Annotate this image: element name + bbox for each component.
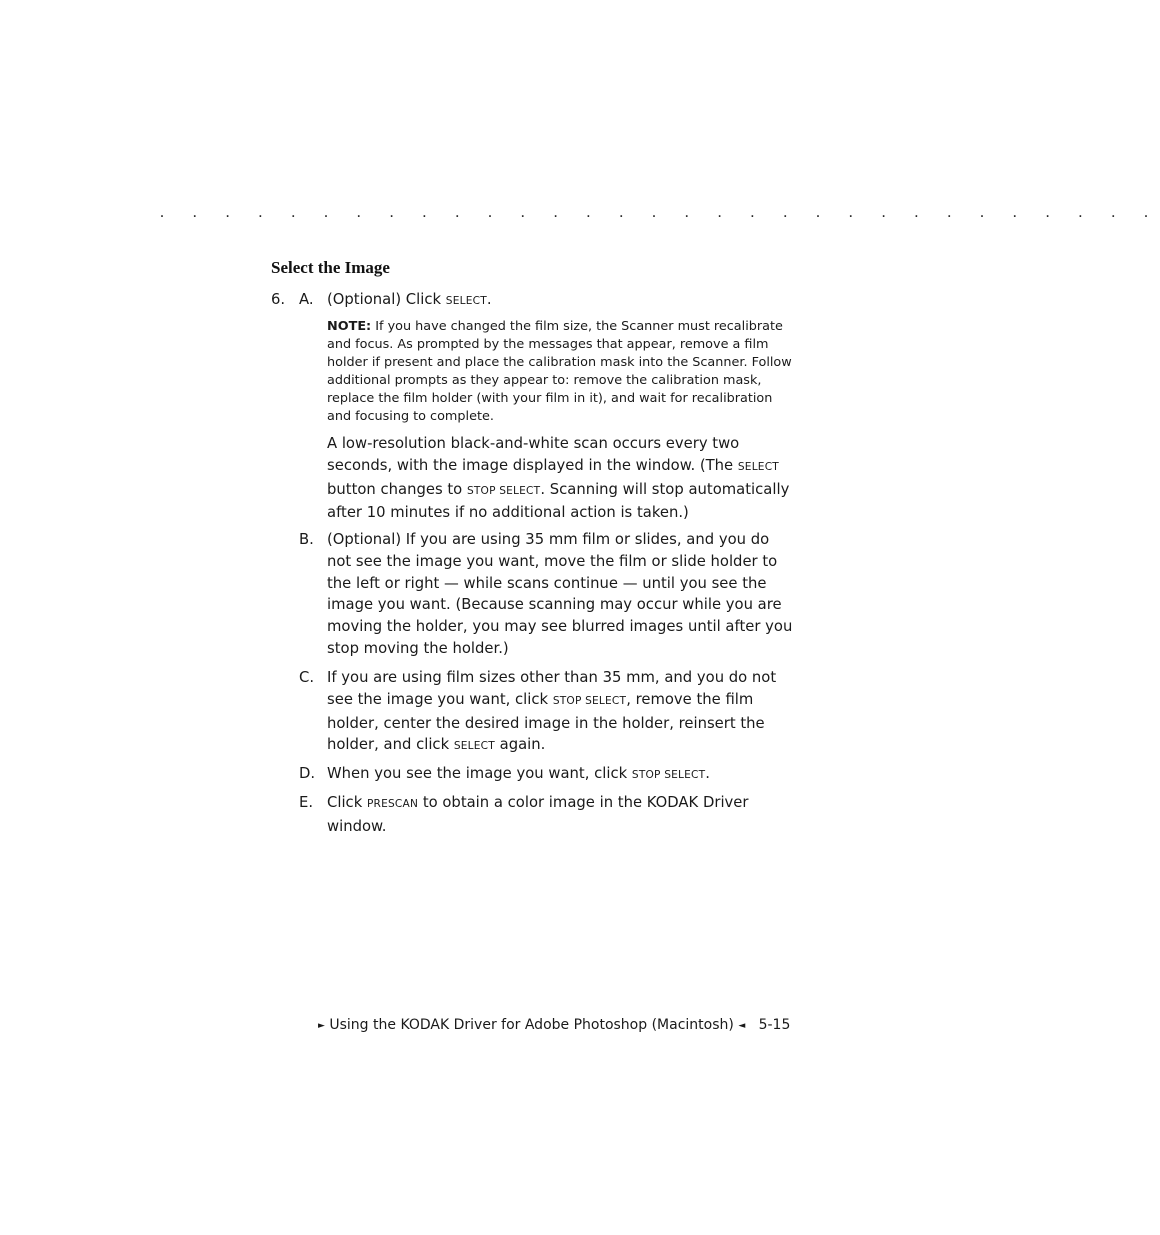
select-command: SELECT [453,740,495,753]
item-letter-e: E. [299,794,314,811]
footer-title: Using the KODAK Driver for Adobe Photoshop (Macintosh) [329,1017,734,1033]
item-a-text: (Optional) Click SELECT. [327,291,492,308]
item-d-text: When you see the image you want, click STOP SELECT. [327,765,710,782]
step-number: 6. [271,291,286,308]
item-b-text: (Optional) If you are using 35 mm film or slides, and you do not see the image you want, move the film or slide holder to the left or right — while scans continue — until you see the image you want. (Because scanning may occur while you are moving the holder, you may see blurred images until after you stop moving the holder.) [327,531,793,657]
item-letter-a: A. [299,291,314,308]
note-label: NOTE: [327,319,372,334]
section-heading: Select the Image [271,258,390,277]
select-command: SELECT [445,295,487,307]
item-letter-b: B. [299,531,314,548]
left-triangle-icon: ◄ [738,1021,746,1031]
item-letter-c: C. [299,669,315,686]
item-c-text: If you are using film sizes other than 35 mm, and you do not see the image you want, click STOP SELECT, remove the film holder, center the desired image in the holder, reinsert the holder, and click SELECT again. [327,669,777,754]
item-a-paragraph: A low-resolution black-and-white scan occurs every two seconds, with the image displayed in the window. (The SELECT button changes to STOP SELECT. Scanning will stop automatically after 10 minutes if no additional action is taken.) [327,435,790,522]
note-block [327,318,795,427]
stop-select-command: STOP SELECT [631,769,706,781]
right-triangle-icon: ► [318,1021,325,1031]
item-e-text: Click PRESCAN to obtain a color image in the KODAK Driver window. [327,794,749,835]
note-text: If you have changed the film size, the Scanner must recalibrate and focus. As prompted by the messages that appear, remove a film holder if present and place the calibration mask into the Scanner. Follow additional prompts as they appear to: remove the calibration mask, replace the film holder (with your film in it), and wait for recalibration and focusing to complete. [327,319,792,425]
item-letter-d: D. [299,765,316,782]
select-command: SELECT [737,460,779,473]
dotted-rule: . . . . . . . . . . . . . . . . . . . . . . . . . . . . . . . [160,204,1160,221]
page-number: 5-15 [758,1017,791,1033]
page-footer [318,1017,790,1033]
stop-select-command: STOP SELECT [466,484,541,497]
prescan-command: PRESCAN [366,798,419,810]
stop-select-command: STOP SELECT [552,694,627,707]
